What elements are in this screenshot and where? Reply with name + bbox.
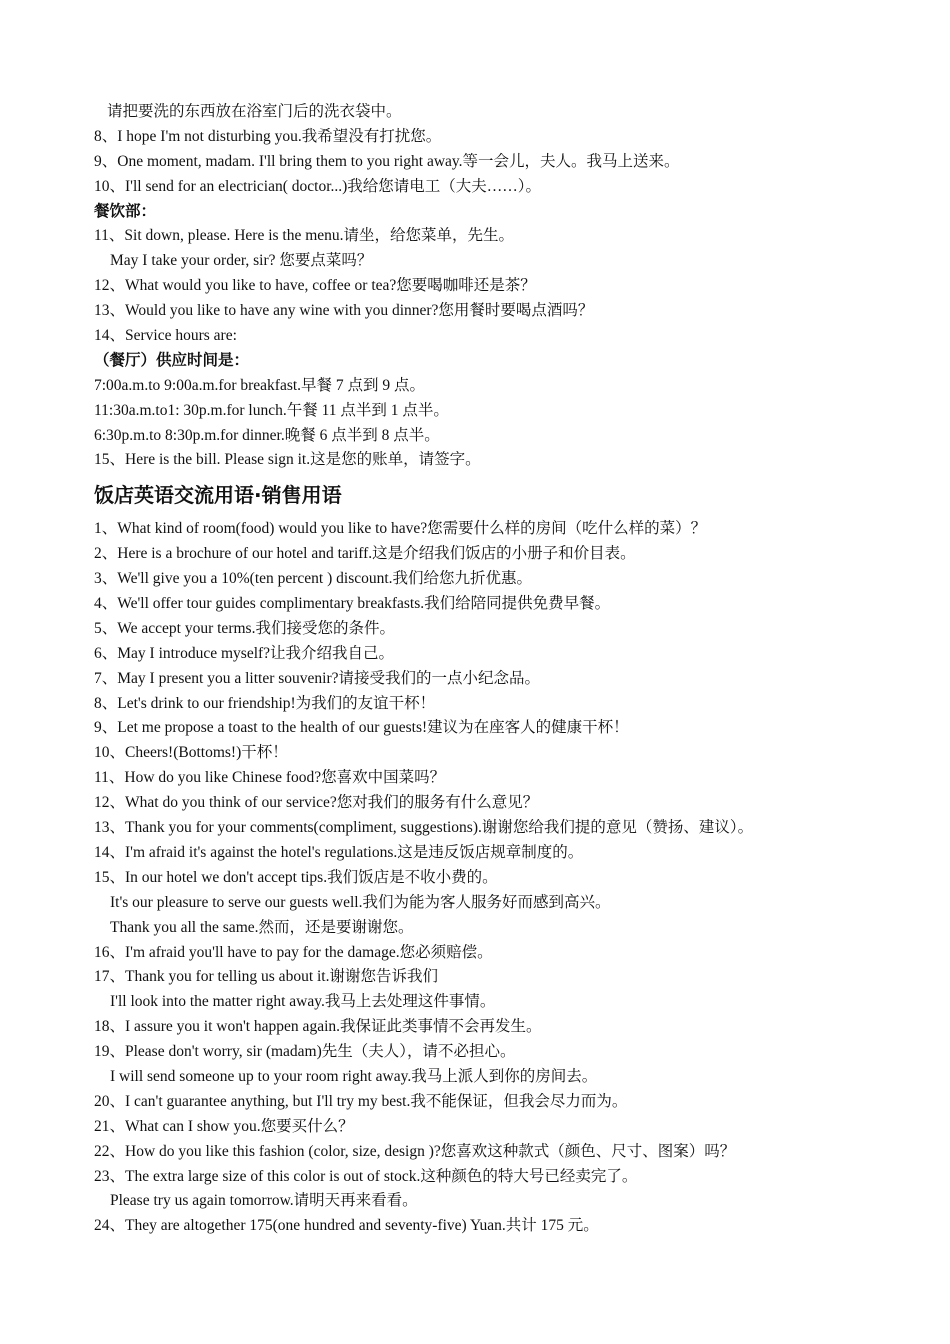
text-line: 13、Would you like to have any wine with you dinner?您用餐时要喝点酒吗？ (94, 302, 594, 320)
text-line: 6:30p.m.to 8:30p.m.for dinner.晚餐 6 点半到 8 点半。 (94, 426, 440, 444)
text-line: 14、Service hours are: (94, 327, 237, 345)
document-page (94, 100, 894, 1239)
text-line: 17、Thank you for telling us about it.谢谢您告诉我们 (94, 968, 438, 986)
text-line: 18、I assure you it won't happen again.我保证此类事情不会再发生。 (94, 1018, 542, 1036)
text-line: 19、Please don't worry, sir (madam)先生（夫人），请不必担心。 (94, 1043, 516, 1061)
text-line: 20、I can't guarantee anything, but I'll try my best.我不能保证，但我会尽力而为。 (94, 1092, 628, 1110)
text-line: 7:00a.m.to 9:00a.m.for breakfast.早餐 7 点到 9 点。 (94, 376, 426, 394)
sales-phrases-section (94, 481, 894, 1239)
text-line: May I take your order, sir? 您要点菜吗？ (110, 252, 373, 270)
text-line: 10、Cheers!(Bottoms!)干杯！ (94, 744, 288, 762)
food-beverage-section (94, 200, 894, 474)
housekeeping-section (94, 100, 894, 200)
text-line: It's our pleasure to serve our guests well.我们为能为客人服务好而感到高兴。 (110, 893, 611, 911)
section-header: 餐饮部： (94, 202, 157, 220)
text-line: 7、May I present you a litter souvenir?请接受我们的一点小纪念品。 (94, 669, 540, 687)
text-line: 请把要洗的东西放在浴室门后的洗衣袋中。 (107, 103, 402, 120)
text-line: 11:30a.m.to1: 30p.m.for lunch.午餐 11 点半到 1 点半。 (94, 401, 449, 419)
text-line: 6、May I introduce myself?让我介绍我自己。 (94, 644, 395, 662)
text-line: 13、Thank you for your comments(compliment, suggestions).谢谢您给我们提的意见（赞扬、建议）。 (94, 819, 754, 837)
text-line: 12、What would you like to have, coffee or tea?您要喝咖啡还是茶？ (94, 277, 536, 295)
text-line: 24、They are altogether 175(one hundred and seventy-five) Yuan.共计 175 元。 (94, 1217, 599, 1235)
text-line: 21、What can I show you.您要买什么？ (94, 1117, 354, 1135)
text-line: Thank you all the same.然而，还是要谢谢您。 (110, 918, 414, 936)
text-line: 8、Let's drink to our friendship!为我们的友谊干杯！ (94, 694, 436, 712)
text-line: 9、One moment, madam. I'll bring them to you right away.等一会儿，夫人。我马上送来。 (94, 152, 680, 170)
text-line: 22、How do you like this fashion (color, size, design )?您喜欢这种款式（颜色、尺寸、图案）吗？ (94, 1142, 736, 1160)
text-line: 15、Here is the bill. Please sign it.这是您的账单，请签字。 (94, 451, 481, 469)
text-line: 12、What do you think of our service?您对我们的服务有什么意见？ (94, 794, 539, 812)
text-line: I'll look into the matter right away.我马上去处理这件事情。 (110, 993, 496, 1011)
text-line: 4、We'll offer tour guides complimentary breakfasts.我们给陪同提供免费早餐。 (94, 595, 611, 613)
text-line: 14、I'm afraid it's against the hotel's regulations.这是违反饭店规章制度的。 (94, 843, 584, 861)
section-subheader: （餐厅）供应时间是： (94, 351, 250, 369)
text-line: 5、We accept your terms.我们接受您的条件。 (94, 619, 395, 637)
text-line: 8、I hope I'm not disturbing you.我希望没有打扰您。 (94, 127, 442, 145)
text-line: 9、Let me propose a toast to the health of our guests!建议为在座客人的健康干杯！ (94, 719, 629, 737)
text-line: I will send someone up to your room right away.我马上派人到你的房间去。 (110, 1067, 598, 1085)
text-line: Please try us again tomorrow.请明天再来看看。 (110, 1192, 418, 1210)
section-title: 饭店英语交流用语·销售用语 (94, 483, 342, 508)
text-line: 16、I'm afraid you'll have to pay for the damage.您必须赔偿。 (94, 943, 493, 961)
text-line: 1、What kind of room(food) would you like to have?您需要什么样的房间（吃什么样的菜）？ (94, 520, 707, 538)
text-line: 10、I'll send for an electrician( doctor...)我给您请电工（大夫……）。 (94, 177, 542, 195)
text-line: 11、How do you like Chinese food?您喜欢中国菜吗？ (94, 769, 446, 787)
text-line: 23、The extra large size of this color is out of stock.这种颜色的特大号已经卖完了。 (94, 1167, 638, 1185)
text-line: 11、Sit down, please. Here is the menu.请坐，给您菜单，先生。 (94, 227, 515, 245)
text-line: 3、We'll give you a 10%(ten percent ) discount.我们给您九折优惠。 (94, 570, 533, 588)
text-line: 2、Here is a brochure of our hotel and tariff.这是介绍我们饭店的小册子和价目表。 (94, 545, 636, 563)
text-line: 15、In our hotel we don't accept tips.我们饭店是不收小费的。 (94, 868, 498, 886)
